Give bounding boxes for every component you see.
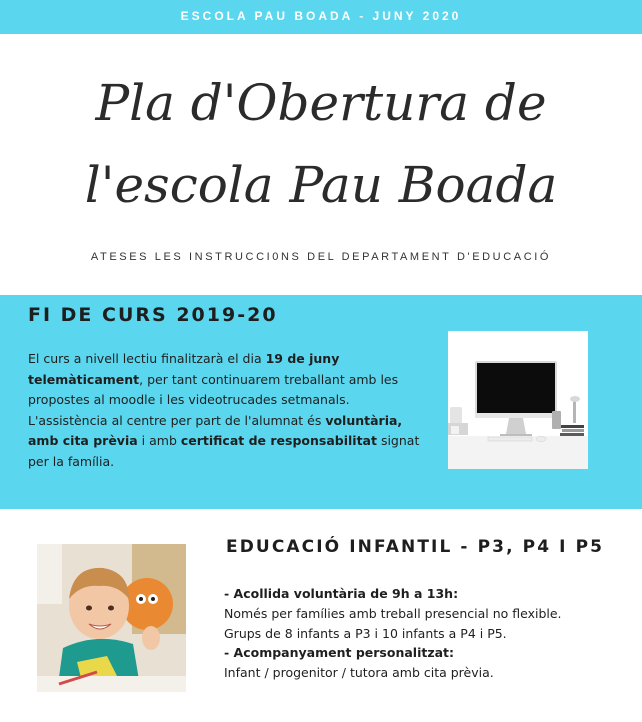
bold-voluntary: voluntària, amb cita prèvia	[28, 412, 403, 449]
title-line-1: Pla d'Obertura de	[95, 74, 547, 132]
paragraph-text: i amb	[137, 433, 181, 449]
page-title	[0, 62, 642, 226]
child-illustration	[37, 544, 186, 692]
item-label-drop-in-care: - Acollida voluntària de 9h a 13h:	[224, 586, 459, 601]
paragraph-text: , per tant continuarem treballant amb les propostes al moodle i les videotrucades setmanals. L'assistència al centre per part de l'alumnat és	[28, 371, 399, 428]
item-label-personal-support: - Acompanyament personalitzat:	[224, 645, 455, 661]
section-heading-infant-education: EDUCACIÓ INFANTIL - P3, P4 I P5	[226, 537, 605, 557]
banner-text: ESCOLA PAU BOADA - JUNY 2020	[180, 9, 462, 23]
computer-desk-photo	[448, 331, 588, 469]
detail-line: Només per famílies amb treball presencial no flexible.	[224, 605, 562, 621]
detail-line: Infant / progenitor / tutora amb cita prèvia.	[224, 665, 494, 681]
bold-certificate: certificat de responsabilitat	[180, 433, 377, 449]
paragraph-text: signat per la família.	[28, 433, 420, 469]
subtitle: ATESES LES INSTRUCCI0NS DEL DEPARTAMENT D'EDUCACIÓ	[90, 251, 552, 263]
child-drawing-photo	[37, 544, 186, 692]
computer-illustration	[448, 331, 588, 469]
top-banner	[0, 0, 642, 34]
detail-line: Grups de 8 infants a P3 i 10 infants a P4 i P5.	[224, 625, 507, 641]
section-heading-end-of-course: FI DE CURS 2019-20	[28, 304, 278, 326]
end-of-course-paragraph	[28, 349, 428, 473]
title-line-2: l'escola Pau Boada	[84, 156, 558, 214]
paragraph-text: El curs a nivell lectiu finalitzarà el dia	[28, 351, 266, 366]
bold-date: 19 de juny telemàticament	[28, 351, 340, 387]
infant-education-details	[224, 584, 624, 683]
